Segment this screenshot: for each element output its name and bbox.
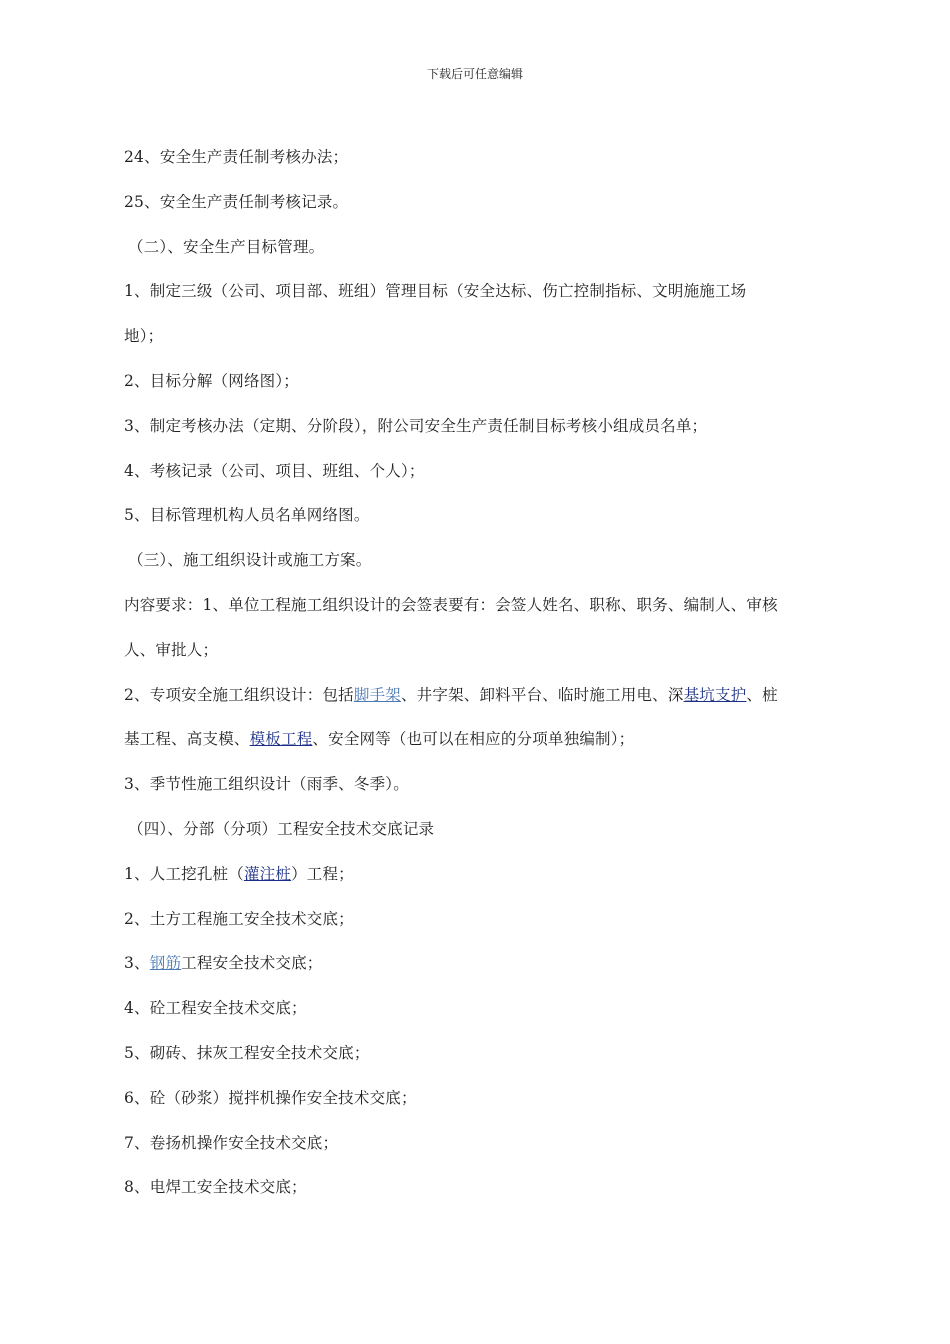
- document-body: [124, 146, 829, 1221]
- section-heading-3: （三）、施工组织设计或施工方案。: [128, 551, 372, 570]
- list-item-1-continued: 地）；: [124, 327, 164, 346]
- text-segment: 、桩: [746, 685, 778, 704]
- text-segment: 工程安全技术交底；: [181, 954, 323, 973]
- text-segment: 基工程、高支模、: [124, 730, 250, 749]
- list-item-masonry: 5、砌砖、抹灰工程安全技术交底；: [124, 1043, 370, 1062]
- link-scaffold[interactable]: 脚手架: [353, 685, 401, 704]
- list-item-special-design: [124, 684, 829, 706]
- list-item-pile: [124, 863, 829, 885]
- list-item-4: 4、考核记录（公司、项目、班组、个人）；: [124, 461, 425, 480]
- list-item-24: 24、安全生产责任制考核办法；: [124, 148, 349, 166]
- list-item-rebar: [124, 952, 829, 974]
- list-item-1: 1、制定三级（公司、项目部、班组）管理目标（安全达标、伤亡控制指标、文明施施工场: [124, 282, 747, 301]
- text-segment: 1、人工挖孔桩（: [124, 864, 244, 883]
- section-heading-4: （四）、分部（分项）工程安全技术交底记录: [128, 819, 435, 838]
- content-requirement-continued: 人、审批人；: [124, 640, 219, 659]
- list-item-2: 2、目标分解（网络图）；: [124, 371, 300, 390]
- list-item-concrete: 4、砼工程安全技术交底；: [124, 999, 307, 1018]
- list-item-25: 25、安全生产责任制考核记录。: [124, 192, 349, 211]
- text-segment: 、安全网等（也可以在相应的分项单独编制）；: [312, 730, 635, 749]
- text-segment: 、井字架、卸料平台、临时施工用电、深: [400, 685, 684, 704]
- section-heading-2: （二）、安全生产目标管理。: [128, 237, 325, 256]
- text-segment: 3、: [124, 954, 150, 973]
- list-item-5: 5、目标管理机构人员名单网络图。: [124, 506, 370, 525]
- list-item-special-design-continued: [124, 728, 829, 750]
- link-foundation-pit-support[interactable]: 基坑支护: [683, 685, 747, 704]
- page-header: 下载后可任意编辑: [426, 67, 523, 81]
- list-item-mixer: 6、砼（砂浆）搅拌机操作安全技术交底；: [124, 1088, 417, 1107]
- list-item-seasonal-design: 3、季节性施工组织设计（雨季、冬季）。: [124, 775, 409, 794]
- list-item-welder: 8、电焊工安全技术交底；: [124, 1178, 307, 1197]
- text-segment: 2、专项安全施工组织设计：包括: [124, 685, 354, 704]
- list-item-earthwork: 2、土方工程施工安全技术交底；: [124, 909, 354, 928]
- list-item-3: 3、制定考核办法（定期、分阶段），附公司安全生产责任制目标考核小组成员名单；: [124, 416, 708, 435]
- link-cast-in-place-pile[interactable]: 灌注桩: [243, 864, 292, 883]
- list-item-hoist: 7、卷扬机操作安全技术交底；: [124, 1133, 339, 1152]
- content-requirement: 内容要求：1、单位工程施工组织设计的会签表要有：会签人姓名、职称、职务、编制人、审核: [124, 595, 778, 614]
- text-segment: ）工程；: [291, 864, 354, 883]
- link-formwork[interactable]: 模板工程: [249, 730, 313, 749]
- link-rebar[interactable]: 钢筋: [149, 954, 182, 973]
